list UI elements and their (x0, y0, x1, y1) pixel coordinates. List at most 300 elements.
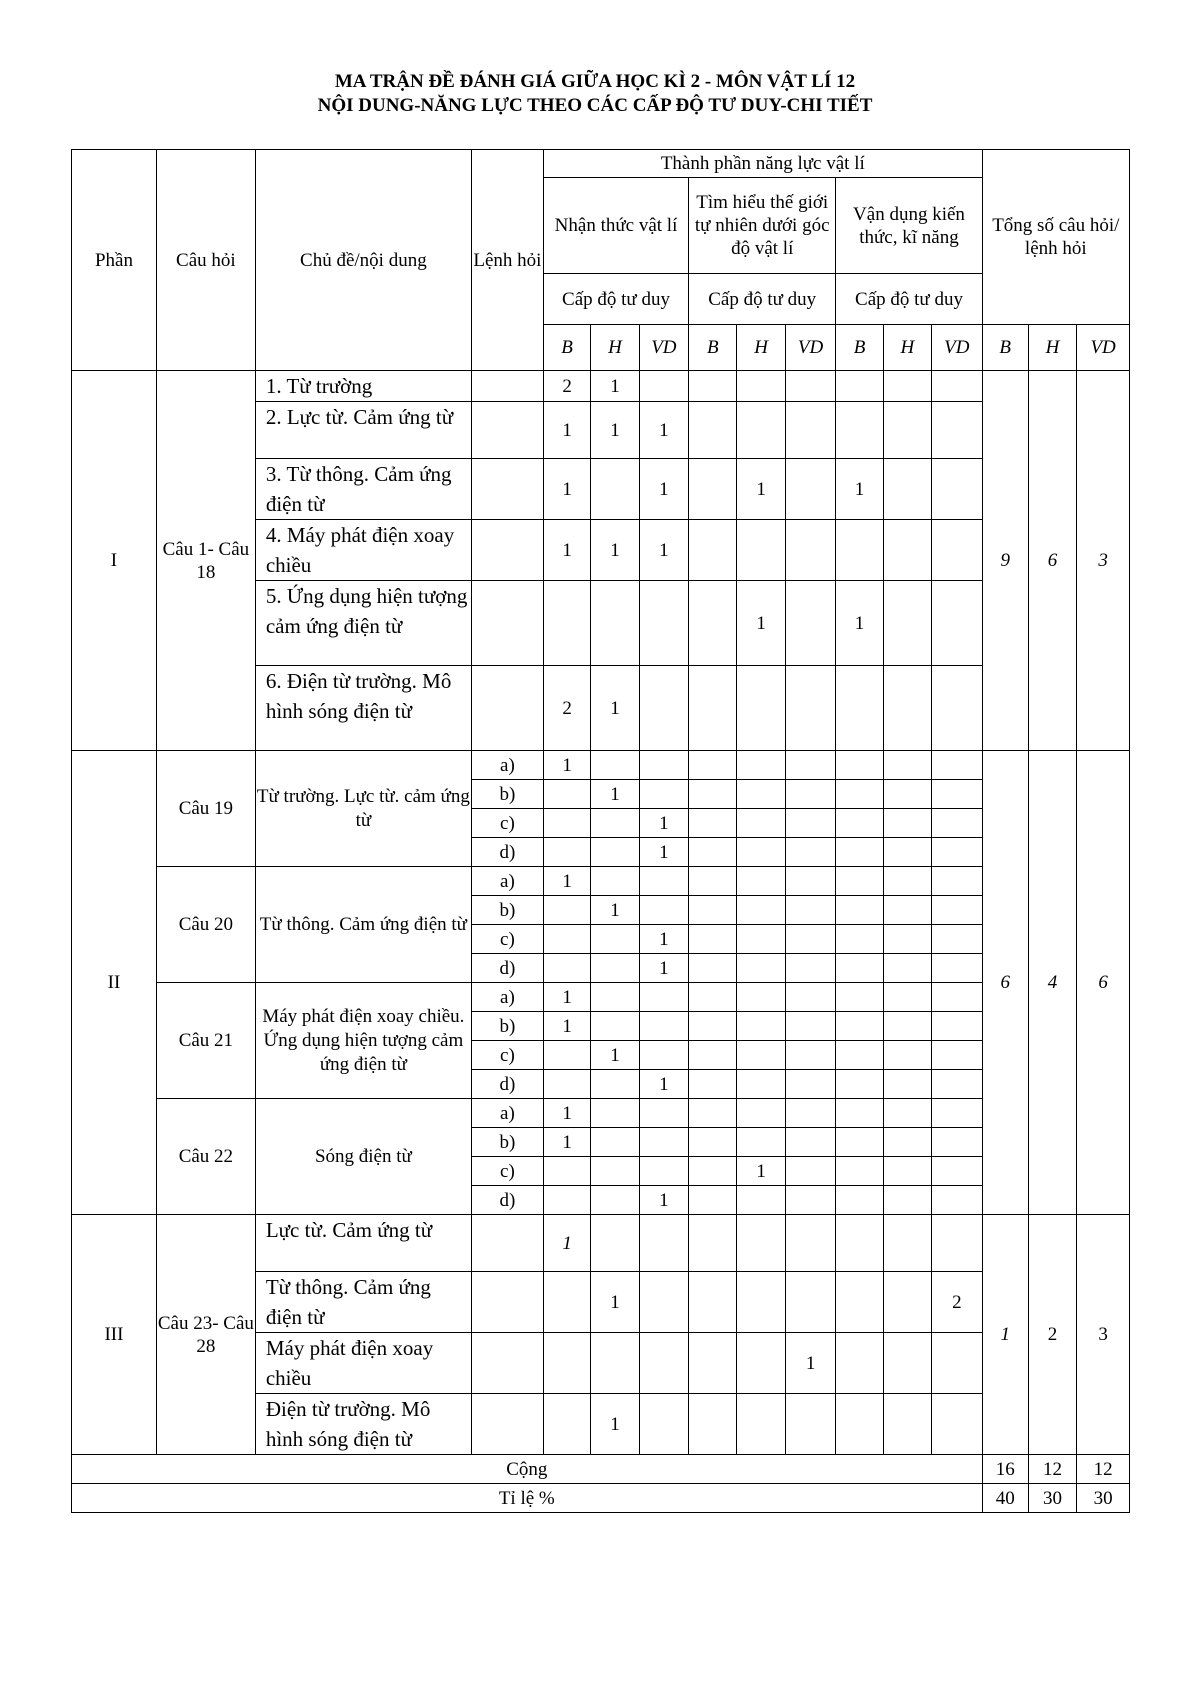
value-van-dung-vd (932, 666, 983, 751)
topic-cell: Máy phát điện xoay chiều (255, 1333, 471, 1394)
total-b: 1 (982, 1215, 1028, 1455)
value-nhan-thuc-vd (639, 1215, 688, 1272)
value-nhan-thuc-b: 1 (543, 459, 590, 520)
total-vd: 3 (1077, 371, 1130, 751)
value-nhan-thuc-vd (639, 983, 688, 1012)
value-van-dung-vd (932, 867, 983, 896)
header-tong: Tổng số câu hỏi/ lệnh hỏi (982, 150, 1129, 325)
value-tim-hieu-h (737, 751, 785, 780)
value-van-dung-b: 1 (836, 459, 883, 520)
value-van-dung-vd (932, 1394, 983, 1455)
value-van-dung-h (883, 581, 931, 666)
level-h: H (883, 325, 931, 371)
document-title-line-2: NỘI DUNG-NĂNG LỰC THEO CÁC CẤP ĐỘ TƯ DUY-CHI TIẾT (317, 95, 873, 116)
total-vd: 6 (1077, 751, 1130, 1215)
value-van-dung-b (836, 402, 883, 459)
value-nhan-thuc-h (591, 1128, 639, 1157)
value-tim-hieu-vd (785, 867, 836, 896)
lenh-hoi-cell (471, 1272, 543, 1333)
header-cap-do-1: Cấp độ tư duy (543, 274, 688, 325)
value-van-dung-vd (932, 371, 983, 402)
topic-cell: 4. Máy phát điện xoay chiều (255, 520, 471, 581)
total-h: 4 (1028, 751, 1076, 1215)
value-tim-hieu-b (689, 1186, 737, 1215)
lenh-hoi-cell: c) (471, 1157, 543, 1186)
value-tim-hieu-h (737, 371, 785, 402)
value-nhan-thuc-h (591, 983, 639, 1012)
total-b: 9 (982, 371, 1028, 751)
value-van-dung-b (836, 838, 883, 867)
header-tim-hieu: Tìm hiểu thế giới tự nhiên dưới góc độ vật lí (689, 178, 836, 274)
value-van-dung-b (836, 983, 883, 1012)
value-van-dung-h (883, 1099, 931, 1128)
value-nhan-thuc-b (543, 809, 590, 838)
value-tim-hieu-b (689, 666, 737, 751)
value-van-dung-b: 1 (836, 581, 883, 666)
topic-cell: 3. Từ thông. Cảm ứng điện từ (255, 459, 471, 520)
value-nhan-thuc-h (591, 1186, 639, 1215)
value-nhan-thuc-h (591, 1099, 639, 1128)
value-tim-hieu-vd: 1 (785, 1333, 836, 1394)
value-van-dung-h (883, 751, 931, 780)
value-nhan-thuc-vd (639, 1041, 688, 1070)
lenh-hoi-cell (471, 666, 543, 751)
value-tim-hieu-h (737, 838, 785, 867)
lenh-hoi-cell: b) (471, 1128, 543, 1157)
value-nhan-thuc-h (591, 925, 639, 954)
value-nhan-thuc-b: 1 (543, 1099, 590, 1128)
question-number: Câu 21 (156, 983, 255, 1099)
value-nhan-thuc-b: 1 (543, 751, 590, 780)
value-van-dung-b (836, 1157, 883, 1186)
value-van-dung-h (883, 1070, 931, 1099)
header-thanh-phan: Thành phần năng lực vật lí (543, 150, 982, 178)
value-tim-hieu-h (737, 1099, 785, 1128)
value-nhan-thuc-vd (639, 751, 688, 780)
level-h: H (591, 325, 639, 371)
value-tim-hieu-b (689, 925, 737, 954)
lenh-hoi-cell (471, 520, 543, 581)
value-nhan-thuc-vd: 1 (639, 1186, 688, 1215)
value-tim-hieu-b (689, 1215, 737, 1272)
value-van-dung-vd (932, 780, 983, 809)
value-tim-hieu-h (737, 896, 785, 925)
value-nhan-thuc-h: 1 (591, 1272, 639, 1333)
value-van-dung-h (883, 402, 931, 459)
value-tim-hieu-b (689, 1128, 737, 1157)
value-van-dung-b (836, 1041, 883, 1070)
part-label: II (72, 751, 157, 1215)
value-tim-hieu-h (737, 1394, 785, 1455)
value-tim-hieu-vd (785, 666, 836, 751)
level-vd: VD (785, 325, 836, 371)
value-tim-hieu-vd (785, 371, 836, 402)
value-tim-hieu-h (737, 1215, 785, 1272)
document-title-line-1: MA TRẬN ĐỀ ĐÁNH GIÁ GIỮA HỌC KÌ 2 - MÔN VẬT LÍ 12 (334, 71, 856, 92)
value-tim-hieu-b (689, 402, 737, 459)
value-nhan-thuc-b (543, 1157, 590, 1186)
value-van-dung-vd (932, 1215, 983, 1272)
value-nhan-thuc-vd: 1 (639, 925, 688, 954)
value-van-dung-h (883, 925, 931, 954)
part-label: I (72, 371, 157, 751)
value-tim-hieu-h (737, 402, 785, 459)
value-van-dung-vd (932, 1070, 983, 1099)
value-van-dung-h (883, 459, 931, 520)
value-tim-hieu-vd (785, 983, 836, 1012)
value-nhan-thuc-vd: 1 (639, 402, 688, 459)
value-tim-hieu-b (689, 1272, 737, 1333)
lenh-hoi-cell: d) (471, 1186, 543, 1215)
lenh-hoi-cell (471, 1333, 543, 1394)
value-nhan-thuc-h (591, 1215, 639, 1272)
topic-cell: Từ trường. Lực từ. cảm ứng từ (255, 751, 471, 867)
ti-le-h: 30 (1028, 1484, 1076, 1513)
value-nhan-thuc-h: 1 (591, 402, 639, 459)
total-vd: 3 (1077, 1215, 1130, 1455)
topic-cell: 1. Từ trường (255, 371, 471, 402)
value-van-dung-h (883, 371, 931, 402)
value-tim-hieu-vd (785, 1012, 836, 1041)
value-van-dung-h (883, 1272, 931, 1333)
value-nhan-thuc-vd (639, 1099, 688, 1128)
header-phan: Phần (72, 150, 157, 371)
value-tim-hieu-b (689, 983, 737, 1012)
value-tim-hieu-h (737, 1128, 785, 1157)
value-tim-hieu-b (689, 371, 737, 402)
lenh-hoi-cell: b) (471, 780, 543, 809)
value-nhan-thuc-b (543, 1394, 590, 1455)
value-nhan-thuc-h: 1 (591, 896, 639, 925)
value-nhan-thuc-b (543, 954, 590, 983)
value-tim-hieu-vd (785, 1215, 836, 1272)
table-body (72, 371, 1130, 1455)
value-van-dung-h (883, 983, 931, 1012)
value-nhan-thuc-h: 1 (591, 1394, 639, 1455)
value-tim-hieu-h (737, 666, 785, 751)
value-nhan-thuc-h (591, 809, 639, 838)
lenh-hoi-cell: d) (471, 1070, 543, 1099)
total-b: 6 (982, 751, 1028, 1215)
value-nhan-thuc-vd: 1 (639, 520, 688, 581)
ti-le-label: Tỉ lệ % (72, 1484, 983, 1513)
value-nhan-thuc-b: 2 (543, 666, 590, 751)
value-nhan-thuc-b (543, 1333, 590, 1394)
value-tim-hieu-vd (785, 459, 836, 520)
value-van-dung-vd (932, 1041, 983, 1070)
value-van-dung-vd (932, 751, 983, 780)
value-tim-hieu-h (737, 925, 785, 954)
topic-cell: Từ thông. Cảm ứng điện từ (255, 1272, 471, 1333)
table-footer (72, 1455, 1130, 1513)
lenh-hoi-cell (471, 1215, 543, 1272)
value-van-dung-b (836, 1215, 883, 1272)
value-van-dung-h (883, 1012, 931, 1041)
value-tim-hieu-h (737, 520, 785, 581)
value-nhan-thuc-b (543, 1272, 590, 1333)
table-row (72, 867, 1130, 896)
lenh-hoi-cell (471, 581, 543, 666)
lenh-hoi-cell: c) (471, 1041, 543, 1070)
topic-cell: 2. Lực từ. Cảm ứng từ (255, 402, 471, 459)
value-nhan-thuc-b (543, 780, 590, 809)
value-nhan-thuc-vd (639, 896, 688, 925)
table-row (72, 1215, 1130, 1272)
value-nhan-thuc-vd: 1 (639, 809, 688, 838)
value-tim-hieu-b (689, 1012, 737, 1041)
value-nhan-thuc-b (543, 1041, 590, 1070)
value-nhan-thuc-vd: 1 (639, 1070, 688, 1099)
value-van-dung-vd (932, 838, 983, 867)
value-nhan-thuc-h (591, 751, 639, 780)
value-tim-hieu-vd (785, 896, 836, 925)
value-nhan-thuc-b: 1 (543, 1128, 590, 1157)
value-nhan-thuc-h: 1 (591, 371, 639, 402)
value-nhan-thuc-b: 1 (543, 983, 590, 1012)
value-van-dung-vd (932, 520, 983, 581)
value-nhan-thuc-b: 1 (543, 1215, 590, 1272)
level-b: B (543, 325, 590, 371)
value-van-dung-b (836, 896, 883, 925)
value-nhan-thuc-vd (639, 867, 688, 896)
value-van-dung-h (883, 1041, 931, 1070)
topic-cell: Lực từ. Cảm ứng từ (255, 1215, 471, 1272)
lenh-hoi-cell (471, 402, 543, 459)
value-van-dung-b (836, 1333, 883, 1394)
header-chu-de: Chủ đề/nội dung (255, 150, 471, 371)
lenh-hoi-cell: a) (471, 751, 543, 780)
value-nhan-thuc-vd (639, 1012, 688, 1041)
total-level-vd: VD (1077, 325, 1130, 371)
value-tim-hieu-b (689, 1041, 737, 1070)
value-van-dung-b (836, 1128, 883, 1157)
value-nhan-thuc-h (591, 1012, 639, 1041)
value-van-dung-vd (932, 1099, 983, 1128)
value-nhan-thuc-h (591, 581, 639, 666)
value-van-dung-vd (932, 1128, 983, 1157)
value-van-dung-vd (932, 1333, 983, 1394)
value-tim-hieu-h (737, 1333, 785, 1394)
value-tim-hieu-b (689, 954, 737, 983)
value-nhan-thuc-h (591, 1157, 639, 1186)
value-tim-hieu-b (689, 1070, 737, 1099)
value-nhan-thuc-vd: 1 (639, 954, 688, 983)
value-nhan-thuc-h (591, 459, 639, 520)
value-tim-hieu-b (689, 780, 737, 809)
value-tim-hieu-b (689, 1157, 737, 1186)
value-van-dung-vd (932, 809, 983, 838)
value-nhan-thuc-b: 1 (543, 402, 590, 459)
value-van-dung-b (836, 1012, 883, 1041)
level-b: B (836, 325, 883, 371)
table-row (72, 751, 1130, 780)
value-tim-hieu-vd (785, 1186, 836, 1215)
value-nhan-thuc-b (543, 1186, 590, 1215)
value-nhan-thuc-h: 1 (591, 666, 639, 751)
table-row (72, 371, 1130, 402)
question-number: Câu 19 (156, 751, 255, 867)
value-tim-hieu-h (737, 1186, 785, 1215)
value-nhan-thuc-vd (639, 666, 688, 751)
level-b: B (689, 325, 737, 371)
header-nhan-thuc: Nhận thức vật lí (543, 178, 688, 274)
value-van-dung-vd (932, 581, 983, 666)
total-level-h: H (1028, 325, 1076, 371)
topic-cell: Từ thông. Cảm ứng điện từ (255, 867, 471, 983)
value-van-dung-h (883, 1128, 931, 1157)
value-van-dung-h (883, 780, 931, 809)
part-label: III (72, 1215, 157, 1455)
header-cau-hoi: Câu hỏi (156, 150, 255, 371)
question-range: Câu 23- Câu 28 (156, 1215, 255, 1455)
value-tim-hieu-b (689, 838, 737, 867)
value-van-dung-h (883, 809, 931, 838)
topic-cell: 6. Điện từ trường. Mô hình sóng điện từ (255, 666, 471, 751)
total-h: 6 (1028, 371, 1076, 751)
value-van-dung-vd (932, 983, 983, 1012)
value-tim-hieu-h (737, 1070, 785, 1099)
value-van-dung-h (883, 1215, 931, 1272)
table-row (72, 1099, 1130, 1128)
header-van-dung: Vận dụng kiến thức, kĩ năng (836, 178, 982, 274)
value-nhan-thuc-h (591, 838, 639, 867)
value-tim-hieu-vd (785, 1099, 836, 1128)
value-tim-hieu-vd (785, 1041, 836, 1070)
value-van-dung-h (883, 1333, 931, 1394)
cong-b: 16 (982, 1455, 1028, 1484)
value-van-dung-h (883, 1186, 931, 1215)
value-tim-hieu-h (737, 1041, 785, 1070)
value-tim-hieu-vd (785, 520, 836, 581)
ti-le-vd: 30 (1077, 1484, 1130, 1513)
value-nhan-thuc-b: 1 (543, 1012, 590, 1041)
value-nhan-thuc-b: 1 (543, 520, 590, 581)
table-row (72, 983, 1130, 1012)
value-van-dung-h (883, 666, 931, 751)
value-nhan-thuc-vd (639, 371, 688, 402)
value-tim-hieu-vd (785, 402, 836, 459)
level-vd: VD (639, 325, 688, 371)
value-tim-hieu-b (689, 809, 737, 838)
value-van-dung-vd (932, 896, 983, 925)
value-van-dung-h (883, 954, 931, 983)
value-nhan-thuc-b (543, 838, 590, 867)
value-nhan-thuc-vd: 1 (639, 838, 688, 867)
value-van-dung-b (836, 1272, 883, 1333)
value-nhan-thuc-h: 1 (591, 1041, 639, 1070)
ti-le-b: 40 (982, 1484, 1028, 1513)
value-nhan-thuc-h (591, 954, 639, 983)
value-tim-hieu-vd (785, 751, 836, 780)
value-van-dung-vd (932, 925, 983, 954)
value-van-dung-b (836, 1394, 883, 1455)
value-van-dung-b (836, 751, 883, 780)
lenh-hoi-cell: b) (471, 1012, 543, 1041)
value-tim-hieu-vd (785, 838, 836, 867)
question-number: Câu 22 (156, 1099, 255, 1215)
value-van-dung-b (836, 954, 883, 983)
value-tim-hieu-h (737, 780, 785, 809)
value-nhan-thuc-h: 1 (591, 520, 639, 581)
level-vd: VD (932, 325, 983, 371)
value-nhan-thuc-vd (639, 1128, 688, 1157)
assessment-matrix-table (71, 149, 1130, 1513)
lenh-hoi-cell: c) (471, 925, 543, 954)
value-van-dung-h (883, 896, 931, 925)
value-tim-hieu-vd (785, 1157, 836, 1186)
value-tim-hieu-vd (785, 1128, 836, 1157)
topic-cell: Máy phát điện xoay chiều. Ứng dụng hiện tượng cảm ứng điện từ (255, 983, 471, 1099)
value-van-dung-h (883, 520, 931, 581)
value-nhan-thuc-b (543, 896, 590, 925)
value-nhan-thuc-b (543, 925, 590, 954)
value-tim-hieu-b (689, 459, 737, 520)
value-nhan-thuc-vd (639, 1157, 688, 1186)
lenh-hoi-cell: a) (471, 867, 543, 896)
value-tim-hieu-h (737, 867, 785, 896)
lenh-hoi-cell (471, 459, 543, 520)
value-nhan-thuc-h (591, 1333, 639, 1394)
value-nhan-thuc-h (591, 867, 639, 896)
value-van-dung-b (836, 520, 883, 581)
value-tim-hieu-b (689, 751, 737, 780)
value-tim-hieu-vd (785, 1070, 836, 1099)
value-van-dung-b (836, 867, 883, 896)
value-tim-hieu-b (689, 520, 737, 581)
value-van-dung-b (836, 809, 883, 838)
value-van-dung-vd (932, 402, 983, 459)
lenh-hoi-cell: a) (471, 983, 543, 1012)
lenh-hoi-cell: d) (471, 838, 543, 867)
value-tim-hieu-h (737, 954, 785, 983)
value-nhan-thuc-b (543, 1070, 590, 1099)
value-van-dung-b (836, 1099, 883, 1128)
question-range: Câu 1- Câu 18 (156, 371, 255, 751)
total-level-b: B (982, 325, 1028, 371)
value-tim-hieu-h: 1 (737, 1157, 785, 1186)
value-van-dung-h (883, 867, 931, 896)
cong-label: Cộng (72, 1455, 983, 1484)
value-nhan-thuc-h: 1 (591, 780, 639, 809)
topic-cell: 5. Ứng dụng hiện tượng cảm ứng điện từ (255, 581, 471, 666)
lenh-hoi-cell (471, 1394, 543, 1455)
value-nhan-thuc-vd (639, 1272, 688, 1333)
cong-h: 12 (1028, 1455, 1076, 1484)
value-van-dung-h (883, 1394, 931, 1455)
value-nhan-thuc-vd (639, 780, 688, 809)
value-van-dung-vd (932, 954, 983, 983)
lenh-hoi-cell (471, 371, 543, 402)
lenh-hoi-cell: c) (471, 809, 543, 838)
header-cap-do-3: Cấp độ tư duy (836, 274, 982, 325)
value-tim-hieu-h: 1 (737, 581, 785, 666)
value-tim-hieu-vd (785, 780, 836, 809)
value-tim-hieu-h (737, 809, 785, 838)
value-tim-hieu-h (737, 983, 785, 1012)
value-tim-hieu-h: 1 (737, 459, 785, 520)
lenh-hoi-cell: b) (471, 896, 543, 925)
value-van-dung-h (883, 838, 931, 867)
value-van-dung-vd (932, 1157, 983, 1186)
value-van-dung-vd (932, 1012, 983, 1041)
cong-vd: 12 (1077, 1455, 1130, 1484)
value-tim-hieu-b (689, 896, 737, 925)
value-tim-hieu-vd (785, 954, 836, 983)
value-tim-hieu-vd (785, 581, 836, 666)
value-nhan-thuc-b (543, 581, 590, 666)
value-tim-hieu-vd (785, 1272, 836, 1333)
value-nhan-thuc-vd (639, 1394, 688, 1455)
